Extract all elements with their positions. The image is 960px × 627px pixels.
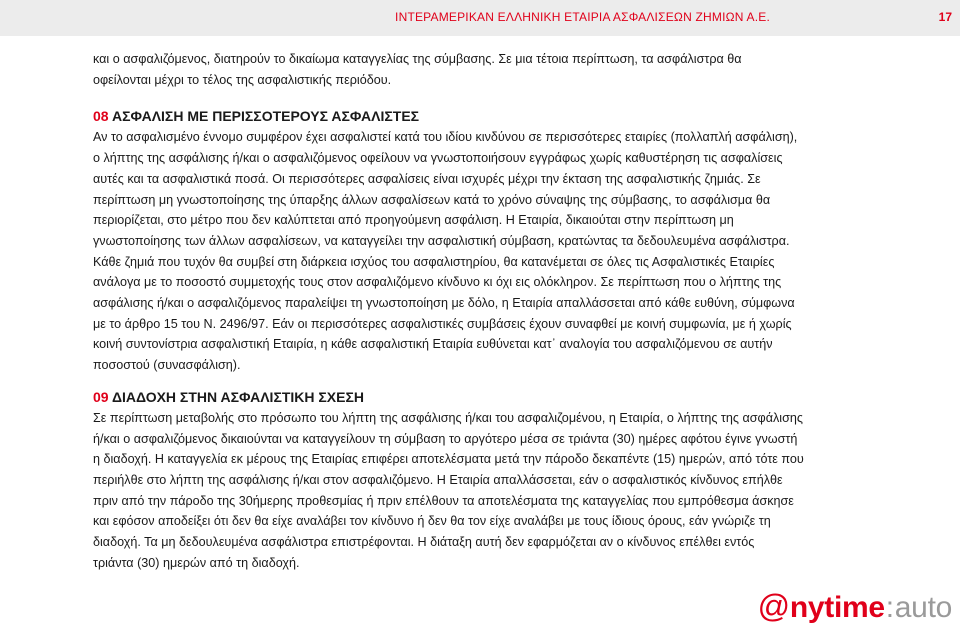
section-title: ΔΙΑΔΟΧΗ ΣΤΗΝ ΑΣΦΑΛΙΣΤΙΚΗ ΣΧΕΣΗ	[111, 388, 364, 405]
logo-separator: :	[885, 591, 894, 624]
text-line: γνωστοποίησης των άλλων ασφαλίσεων, να καταγγείλει την ασφαλιστική σύμβαση, κρατώντας τα δεδουλευμένα ασφάλιστρα.	[93, 233, 790, 248]
text-line: και ο ασφαλιζόμενος, διατηρούν το δικαίωμα καταγγελίας της σύμβασης. Σε μια τέτοια περίπτωση, τα ασφάλιστρα θα	[93, 52, 742, 66]
text-line: περιήλθε στο λήπτη της ασφάλισης ή/και στον ασφαλιζόμενο. Η Εταιρία απαλλάσσεται, εάν ο ασφαλιστικός κίνδυνος επήλθε	[93, 472, 783, 487]
text-line: η διαδοχή. Η καταγγελία εκ μέρους της Εταιρίας επιφέρει αποτελέσματα μετά την πάροδο δεκαπέντε (15) ημερών, από τότε που	[93, 452, 804, 467]
section-number: 09	[93, 388, 109, 405]
section-heading	[93, 386, 923, 408]
text-line: και εφόσον αποδείξει ότι δεν θα είχε αναλάβει τον κίνδυνο ή δεν θα τον είχε αναλάβει με τους ίδιους όρους, εάν γνώριζε τη	[93, 514, 771, 529]
text-line: ανάλογα με το ποσοστό συμμετοχής τους στον ασφαλιζόμενο κίνδυνο κι όχι εις ολόκληρον. Σε περίπτωση που ο λήπτης της	[93, 275, 782, 290]
text-line: ασφάλισης ή/και ο ασφαλιζόμενος παραλείψει τη γνωστοποίηση με δόλο, η Εταιρία απαλλάσσεται από κάθε ευθύνη, σύμφωνα	[93, 296, 795, 311]
text-line: Σε περίπτωση μεταβολής στο πρόσωπο του λήπτη της ασφάλισης ή/και του ασφαλιζομένου, η Εταιρία, ο λήπτης της ασφάλισης	[93, 410, 803, 425]
text-line: ή/και ο ασφαλιζόμενος δικαιούνται να καταγγείλουν τη σύμβαση το αργότερο μέσα σε τριάντα (30) ημέρες αφότου έγινε γνωστή	[93, 431, 798, 446]
text-line: αυτές και τα ασφαλιστικά ποσά. Οι περισσότερες ασφαλίσεις είναι ισχυρές μέχρι την έκταση της ασφαλιστικής ζημιάς. Σε	[93, 171, 761, 186]
text-line: διαδοχή. Τα μη δεδουλευμένα ασφάλιστρα επιστρέφονται. Η διάταξη αυτή δεν εφαρμόζεται αν ο κίνδυνος επέλθει εντός	[93, 535, 755, 550]
company-name: ΙΝΤΕΡΑΜΕΡΙΚΑΝ ΕΛΛΗΝΙΚΗ ΕΤΑΙΡΙΑ ΑΣΦΑΛΙΣΕΩΝ ΖΗΜΙΩΝ Α.Ε.	[395, 10, 770, 24]
section-09	[93, 386, 923, 574]
text-line: περίπτωση μη γνωστοποίησης της ύπαρξης άλλων ασφαλίσεων κατά το χρόνο σύναψης της σύμβασης, το ασφάλισμα θα	[93, 192, 771, 207]
text-line: ο λήπτης της ασφάλισης ή/και ο ασφαλιζόμενος οφείλουν να γνωστοποιήσουν εγγράφως χωρίς καθυστέρηση τις ασφαλίσεις	[93, 151, 783, 166]
intro-paragraph	[93, 49, 923, 90]
logo-suffix: auto	[894, 591, 952, 624]
section-number: 08	[93, 108, 109, 125]
page-number: 17	[938, 10, 952, 24]
logo-brand: nytime	[789, 591, 885, 624]
text-line: περιορίζεται, στο μέτρο που δεν καλύπτεται από προηγούμενη ασφάλιση. Η Εταιρία, δικαιούται στην περίπτωση μη	[93, 213, 734, 228]
logo-at-symbol: @	[757, 588, 790, 624]
text-line: Κάθε ζημιά που τυχόν θα συμβεί στη διάρκεια ισχύος του ασφαλιστηρίου, θα κατανέμεται σε όλες τις Ασφαλιστικές Εταιρίες	[93, 254, 775, 269]
text-line: με το άρθρο 15 του Ν. 2496/97. Εάν οι περισσότερες ασφαλιστικές συμβάσεις έχουν συναφθεί με κοινή συμφωνία, με ή χωρίς	[93, 316, 792, 331]
text-line: οφείλονται μέχρι το τέλος της ασφαλιστικής περιόδου.	[93, 72, 392, 87]
section-08	[93, 105, 923, 375]
text-line: Αν το ασφαλισμένο έννομο συμφέρον έχει ασφαλιστεί κατά του ιδίου κινδύνου σε περισσότερες εταιρίες (πολλαπλή ασφάλιση),	[93, 130, 798, 145]
text-line: κοινή συντονίστρια ασφαλιστική Εταιρία, η κάθε ασφαλιστική Εταιρία ευθύνεται κατ᾽ αναλογία του ασφαλιζόμενου σε αυτήν	[93, 337, 773, 352]
text-line: ποσοστού (συνασφάλιση).	[93, 358, 241, 373]
section-heading	[93, 105, 923, 127]
header-bar	[0, 0, 960, 36]
section-title: ΑΣΦΑΛΙΣΗ ΜΕ ΠΕΡΙΣΣΟΤΕΡΟΥΣ ΑΣΦΑΛΙΣΤΕΣ	[111, 108, 420, 125]
text-line: τριάντα (30) ημερών από τη διαδοχή.	[93, 555, 300, 570]
anytime-auto-logo	[758, 589, 952, 625]
document-body	[93, 49, 923, 573]
text-line: πριν από την πάροδο της 30ήμερης προθεσμίας ή πριν επέλθουν τα αποτελέσματα της καταγγελίας που εμπρόθεσμα άσκησε	[93, 493, 794, 508]
